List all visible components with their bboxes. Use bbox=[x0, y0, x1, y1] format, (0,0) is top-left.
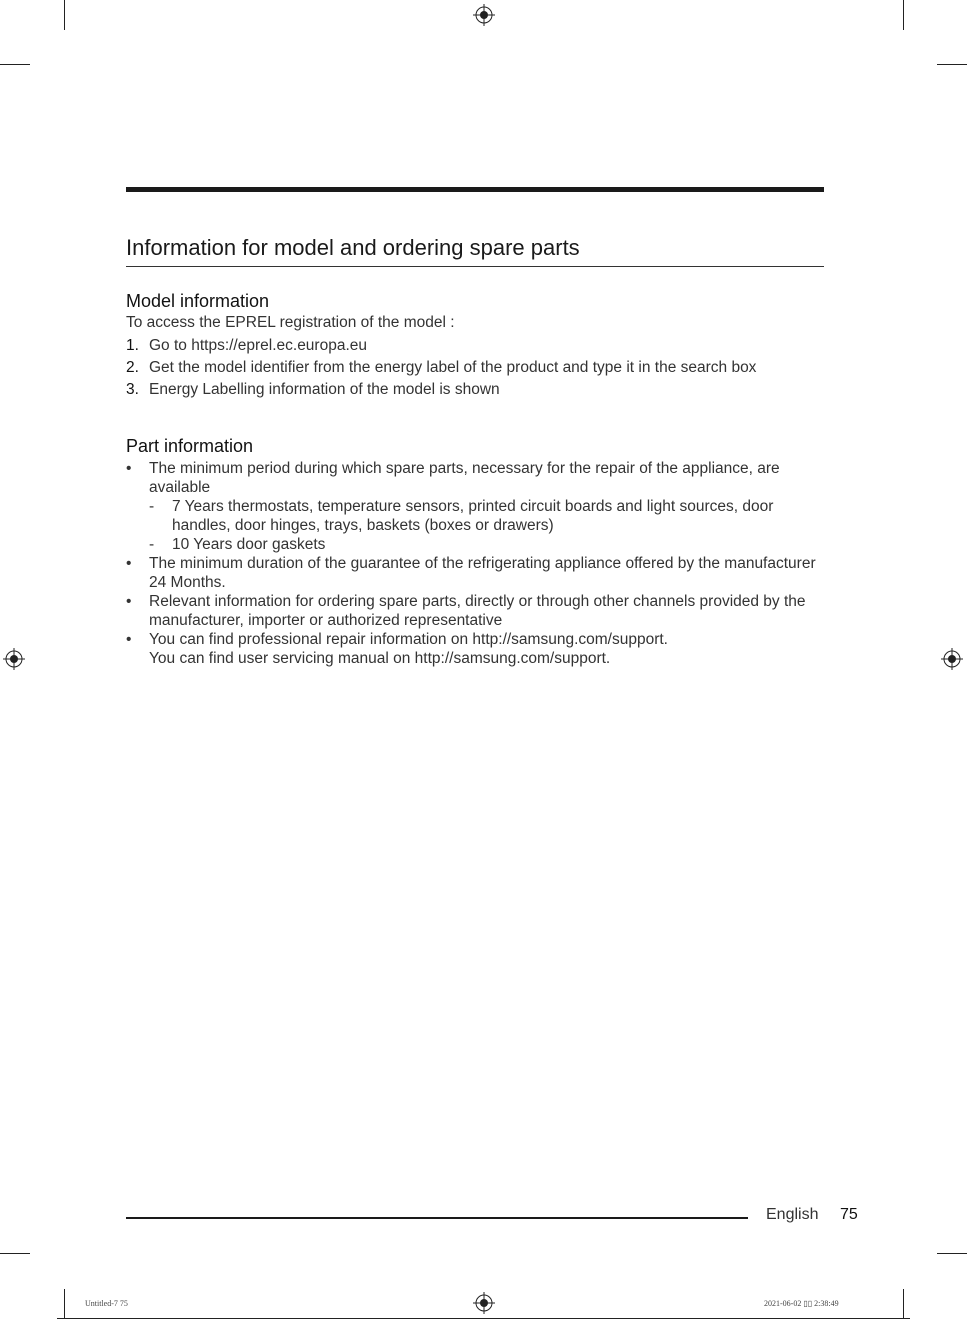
page-title: Information for model and ordering spare parts bbox=[126, 234, 824, 267]
bullet-icon: • bbox=[126, 593, 132, 610]
model-information-heading: Model information bbox=[126, 291, 270, 311]
registration-mark-icon bbox=[473, 1292, 495, 1314]
crop-mark bbox=[64, 0, 65, 30]
list-item bbox=[126, 630, 816, 668]
bullet-icon: • bbox=[126, 460, 132, 477]
step-number: 3. bbox=[126, 381, 139, 398]
sub-list-item bbox=[149, 497, 816, 535]
list-item bbox=[126, 380, 816, 399]
item-text: The minimum period during which spare parts, necessary for the repair of the appliance, are available bbox=[149, 460, 780, 496]
registration-mark-icon bbox=[941, 648, 963, 670]
step-text: Go to https://eprel.ec.europa.eu bbox=[149, 337, 367, 354]
list-item bbox=[126, 459, 816, 554]
step-number: 2. bbox=[126, 359, 139, 376]
bullet-icon: • bbox=[126, 555, 132, 572]
model-intro-text: To access the EPREL registration of the model : bbox=[126, 314, 455, 331]
header-rule bbox=[126, 187, 824, 192]
dash-icon: - bbox=[149, 498, 155, 515]
step-text: Get the model identifier from the energy label of the product and type it in the search box bbox=[149, 359, 757, 376]
model-steps-list bbox=[126, 336, 816, 402]
item-text: Relevant information for ordering spare parts, directly or through other channels provided by the manufacturer, importer or authorized representative bbox=[149, 593, 806, 629]
part-information-heading: Part information bbox=[126, 436, 254, 456]
crop-mark bbox=[903, 0, 904, 30]
page-number: 75 bbox=[840, 1206, 858, 1223]
item-text: The minimum duration of the guarantee of the refrigerating appliance offered by the manufacturer 24 Months. bbox=[149, 555, 816, 591]
list-item bbox=[126, 554, 816, 592]
list-item bbox=[126, 336, 816, 355]
item-text: You can find professional repair information on http://samsung.com/support. bbox=[149, 631, 668, 648]
part-info-list bbox=[126, 459, 816, 668]
item-extra-text: You can find user servicing manual on http://samsung.com/support. bbox=[149, 650, 611, 667]
footer-rule bbox=[126, 1217, 748, 1219]
crop-mark bbox=[937, 64, 967, 65]
crop-mark bbox=[0, 64, 30, 65]
sub-list bbox=[149, 497, 816, 554]
registration-mark-icon bbox=[473, 4, 495, 26]
list-item bbox=[126, 358, 816, 377]
crop-mark bbox=[0, 1253, 30, 1254]
sub-list-item bbox=[149, 535, 816, 554]
registration-mark-icon bbox=[3, 648, 25, 670]
step-number: 1. bbox=[126, 337, 139, 354]
sub-item-text: 7 Years thermostats, temperature sensors, printed circuit boards and light sources, door handles, door hinges, trays, baskets (boxes or drawers) bbox=[172, 498, 774, 534]
sub-item-text: 10 Years door gaskets bbox=[172, 536, 326, 553]
print-slug-right: 2021-06-02 ▯▯ 2:38:49 bbox=[764, 1299, 839, 1308]
footer-language: English bbox=[766, 1206, 819, 1223]
step-text: Energy Labelling information of the model is shown bbox=[149, 381, 500, 398]
bullet-icon: • bbox=[126, 631, 132, 648]
list-item bbox=[126, 592, 816, 630]
crop-mark bbox=[903, 1289, 904, 1319]
dash-icon: - bbox=[149, 536, 155, 553]
print-slug-left: Untitled-7 75 bbox=[85, 1299, 128, 1308]
crop-mark bbox=[937, 1253, 967, 1254]
crop-mark bbox=[64, 1289, 65, 1319]
